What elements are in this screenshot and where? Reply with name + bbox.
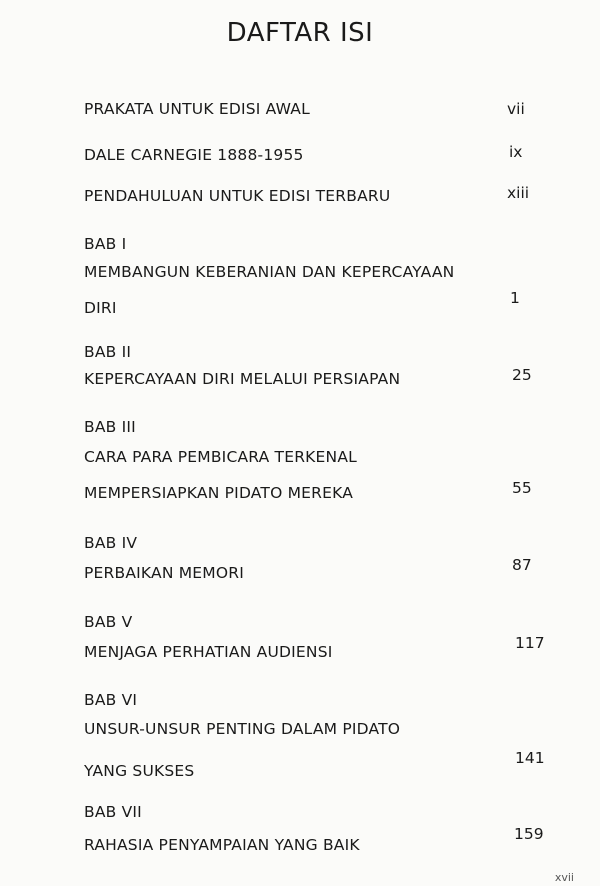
chapter-title-1-line-1: MEMBANGUN KEBERANIAN DAN KEPERCAYAAN bbox=[84, 263, 455, 281]
page-title: DAFTAR ISI bbox=[226, 18, 374, 48]
chapter-title-7: RAHASIA PENYAMPAIAN YANG BAIK bbox=[84, 836, 360, 854]
page-number-chapter-2: 25 bbox=[512, 366, 532, 384]
page-footer-number: xvii bbox=[554, 871, 574, 884]
chapter-title-4: PERBAIKAN MEMORI bbox=[84, 564, 245, 582]
chapter-label-3: BAB III bbox=[84, 418, 136, 436]
chapter-title-5: MENJAGA PERHATIAN AUDIENSI bbox=[84, 643, 333, 661]
toc-entry-pendahuluan: PENDAHULUAN UNTUK EDISI TERBARU bbox=[84, 187, 391, 205]
toc-entry-prakata: PRAKATA UNTUK EDISI AWAL bbox=[84, 100, 310, 118]
chapter-title-3-line-1: CARA PARA PEMBICARA TERKENAL bbox=[84, 448, 357, 466]
chapter-label-7: BAB VII bbox=[84, 803, 142, 821]
chapter-title-1-line-2: DIRI bbox=[84, 299, 117, 317]
page-number-pendahuluan: xiii bbox=[507, 184, 530, 202]
page-number-chapter-5: 117 bbox=[515, 634, 545, 652]
page-number-prakata: vii bbox=[507, 100, 525, 118]
chapter-label-2: BAB II bbox=[84, 343, 132, 361]
page-number-chapter-3: 55 bbox=[512, 479, 532, 497]
page-number-chapter-6: 141 bbox=[515, 749, 545, 767]
page-number-chapter-7: 159 bbox=[514, 825, 544, 843]
page-number-chapter-1: 1 bbox=[510, 289, 520, 307]
toc-entry-dale-carnegie: DALE CARNEGIE 1888-1955 bbox=[84, 146, 304, 164]
chapter-title-6-line-1: UNSUR-UNSUR PENTING DALAM PIDATO bbox=[84, 720, 401, 738]
chapter-label-4: BAB IV bbox=[84, 534, 138, 552]
page-number-chapter-4: 87 bbox=[512, 556, 532, 574]
chapter-title-2: KEPERCAYAAN DIRI MELALUI PERSIAPAN bbox=[84, 370, 401, 388]
chapter-title-3-line-2: MEMPERSIAPKAN PIDATO MEREKA bbox=[84, 484, 354, 502]
chapter-label-1: BAB I bbox=[84, 235, 127, 253]
chapter-label-5: BAB V bbox=[84, 613, 133, 631]
chapter-title-6-line-2: YANG SUKSES bbox=[84, 762, 195, 780]
chapter-label-6: BAB VI bbox=[84, 691, 138, 709]
page-number-dale-carnegie: ix bbox=[509, 143, 523, 161]
